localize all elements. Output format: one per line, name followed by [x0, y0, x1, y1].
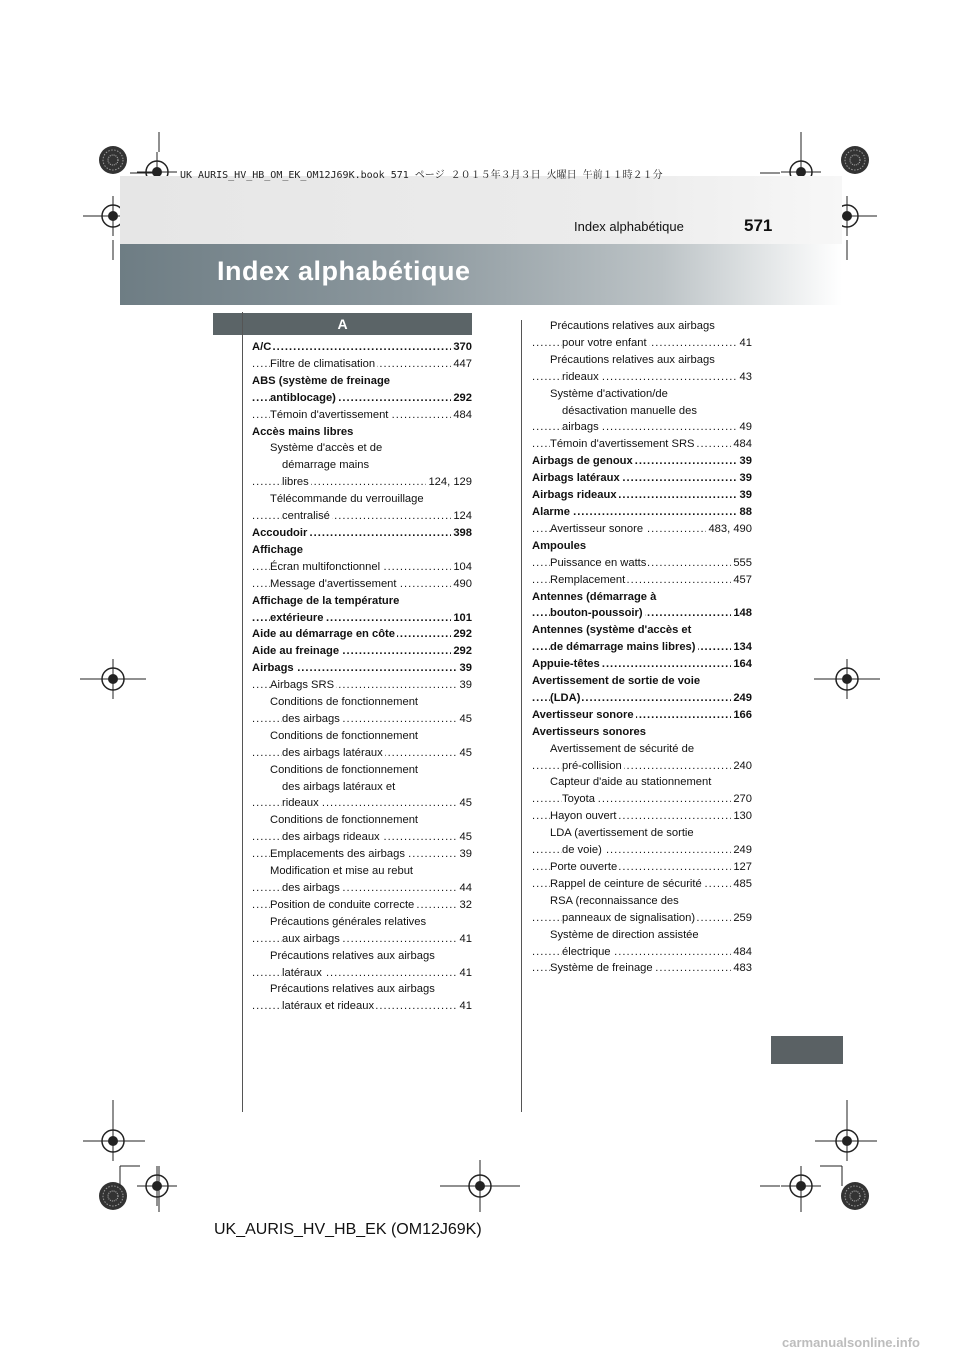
index-entry	[252, 694, 472, 711]
index-column-left	[252, 339, 472, 1015]
watermark: carmanualsonline.info	[782, 1335, 920, 1350]
index-entry	[252, 576, 472, 593]
index-entry	[252, 863, 472, 880]
index-entry	[532, 572, 752, 589]
index-entry-term: des airbags rideaux	[282, 831, 380, 844]
index-entry	[252, 643, 472, 660]
index-entry	[532, 960, 752, 977]
index-entry-page: 45	[458, 711, 472, 728]
index-entry-term: Précautions relatives aux airbags	[550, 353, 715, 366]
index-entry-term: bouton-poussoir)	[550, 607, 643, 620]
index-entry-term: Affichage	[252, 543, 303, 556]
index-entry-page: 45	[458, 745, 472, 762]
index-entry-page: 484	[731, 944, 752, 961]
index-entry-page: 49	[738, 419, 752, 436]
index-entry	[252, 998, 472, 1015]
index-entry	[532, 859, 752, 876]
index-entry-page: 483	[731, 960, 752, 977]
index-entry-term: des airbags	[282, 712, 340, 725]
index-entry	[252, 745, 472, 762]
index-entry-term: des airbags latéraux et	[282, 780, 396, 793]
index-entry-term: Accoudoir	[252, 526, 308, 539]
index-entry-page: 164	[731, 656, 752, 673]
index-entry-term: Système d'activation/de	[550, 387, 668, 400]
index-entry-term: Télécommande du verrouillage	[270, 493, 424, 506]
index-entry-term: Avertisseurs sonores	[532, 725, 646, 738]
index-entry-page: 43	[738, 369, 752, 386]
index-entry	[532, 538, 752, 555]
index-entry	[532, 758, 752, 775]
index-entry	[252, 660, 472, 677]
header-section-title: Index alphabétique	[574, 219, 684, 234]
index-entry-term: Conditions de fonctionnement	[270, 814, 419, 827]
print-note: UK AURIS_HV_HB_OM_EK_OM12J69K.book 571 ページ ２０１５年３月３日 火曜日 午前１１時２１分	[180, 170, 663, 181]
index-entry-term: Précautions relatives aux airbags	[550, 320, 715, 332]
index-letter-header: A	[213, 313, 472, 335]
index-entry-term: RSA (reconnaissance des	[550, 894, 679, 907]
index-entry-term: Conditions de fonctionnement	[270, 729, 419, 742]
index-entry-page: 39	[458, 677, 472, 694]
index-entry	[252, 424, 472, 441]
index-entry-term: Écran multifonctionnel	[270, 560, 381, 573]
index-entry-page: 41	[458, 931, 472, 948]
index-entry-page: 124	[451, 508, 472, 525]
index-entry-page: 127	[731, 859, 752, 876]
index-entry	[532, 369, 752, 386]
index-entry	[532, 927, 752, 944]
index-entry	[532, 707, 752, 724]
index-entry-term: Accès mains libres	[252, 425, 354, 438]
index-entry-term: désactivation manuelle des	[562, 404, 697, 417]
index-entry-page: 104	[451, 559, 472, 576]
index-entry	[532, 690, 752, 707]
index-entry	[252, 711, 472, 728]
index-entry-page: 259	[731, 910, 752, 927]
index-entry	[532, 436, 752, 453]
index-entry-term: Appuie-têtes	[532, 658, 600, 671]
index-entry	[532, 352, 752, 369]
index-entry-term: Remplacement	[550, 573, 626, 586]
index-entry-page: 447	[451, 356, 472, 373]
index-entry	[532, 893, 752, 910]
index-entry-term: Conditions de fonctionnement	[270, 763, 419, 776]
index-entry-page: 484	[451, 407, 472, 424]
index-entry	[252, 677, 472, 694]
index-entry-page: 101	[451, 610, 472, 627]
index-entry-term: panneaux de signalisation)	[562, 911, 696, 924]
index-entry-term: (LDA)	[550, 691, 581, 704]
index-entry-term: Précautions relatives aux airbags	[270, 983, 435, 996]
index-entry	[252, 542, 472, 559]
index-entry-page: 39	[458, 660, 472, 677]
index-entry-term: rideaux	[282, 797, 319, 810]
index-entry-term: Antennes (système d'accès et	[532, 624, 692, 637]
index-entry-term: airbags	[562, 421, 599, 434]
index-entry-term: ABS (système de freinage	[252, 374, 391, 387]
index-entry	[532, 791, 752, 808]
index-entry-page: 41	[458, 965, 472, 982]
index-entry	[252, 897, 472, 914]
index-entry	[532, 504, 752, 521]
index-entry	[532, 724, 752, 741]
index-entry	[252, 829, 472, 846]
index-entry-term: Système de direction assistée	[550, 928, 699, 941]
index-entry	[532, 774, 752, 791]
index-entry-term: Position de conduite correcte	[270, 898, 415, 911]
index-entry-term: extérieure	[270, 611, 324, 624]
index-entry	[532, 876, 752, 893]
dial-mark-icon	[841, 146, 869, 174]
index-entry-term: Porte ouverte	[550, 861, 618, 873]
index-entry-term: latéraux et rideaux	[282, 1000, 375, 1013]
index-entry-term: de démarrage mains libres)	[550, 641, 696, 654]
index-entry-page: 370	[451, 339, 472, 356]
index-entry-page: 44	[458, 880, 472, 897]
index-entry	[252, 728, 472, 745]
index-entry-page: 124, 129	[426, 474, 472, 491]
index-entry-term: des airbags	[282, 882, 340, 894]
thumb-index-tab	[771, 1036, 843, 1064]
index-entry	[532, 639, 752, 656]
footer-manual-code: UK_AURIS_HV_HB_EK (OM12J69K)	[214, 1221, 482, 1238]
index-entry	[252, 914, 472, 931]
index-entry-term: Airbags de genoux	[532, 455, 633, 468]
index-entry	[252, 948, 472, 965]
index-entry-term: Conditions de fonctionnement	[270, 696, 419, 709]
index-entry-page: 41	[458, 998, 472, 1015]
index-entry-term: antiblocage)	[270, 391, 336, 404]
index-entry-page: 166	[731, 707, 752, 724]
index-entry-term: LDA (avertissement de sortie	[550, 827, 694, 840]
index-entry-term: Rappel de ceinture de sécurité	[550, 877, 702, 890]
index-entry-term: Système de freinage	[550, 962, 653, 975]
index-entry-term: aux airbags	[282, 932, 340, 945]
index-entry-term: Hayon ouvert	[550, 810, 617, 823]
index-entry-term: Antennes (démarrage à	[532, 590, 657, 603]
index-entry	[252, 559, 472, 576]
index-entry	[532, 741, 752, 758]
index-entry	[532, 419, 752, 436]
index-entry-term: Capteur d'aide au stationnement	[550, 776, 712, 789]
index-entry-page: 39	[458, 846, 472, 863]
index-entry-term: Message d'avertissement	[270, 577, 397, 590]
index-entry-term: de voie)	[562, 844, 602, 857]
index-entry	[252, 407, 472, 424]
index-entry-page: 485	[731, 876, 752, 893]
index-entry-term: Aide au freinage	[252, 645, 340, 658]
index-entry	[252, 356, 472, 373]
index-entry-term: libres	[282, 476, 309, 489]
index-entry-page: 457	[731, 572, 752, 589]
index-entry-page: 41	[738, 335, 752, 352]
index-entry-term: démarrage mains	[282, 459, 370, 472]
dial-mark-icon	[841, 1182, 869, 1210]
index-entry-page: 490	[451, 576, 472, 593]
index-entry-page: 88	[738, 504, 752, 521]
index-entry-term: Ampoules	[532, 539, 587, 552]
index-entry-term: Alarme	[532, 505, 570, 518]
header-band	[120, 176, 842, 244]
index-entry	[532, 808, 752, 825]
index-entry-page: 483, 490	[706, 521, 752, 538]
index-entry-term: Airbags latéraux	[532, 472, 620, 485]
index-entry-page: 39	[738, 470, 752, 487]
index-entry	[532, 453, 752, 470]
index-entry	[252, 457, 472, 474]
index-entry-term: Emplacements des airbags	[270, 848, 405, 861]
index-entry	[252, 762, 472, 779]
index-entry	[252, 593, 472, 610]
index-entry-page: 39	[738, 487, 752, 504]
index-entry	[252, 390, 472, 407]
index-entry-term: Système d'accès et de	[270, 442, 383, 455]
index-entry-term: électrique	[562, 945, 611, 958]
index-entry	[532, 622, 752, 639]
index-entry-page: 45	[458, 829, 472, 846]
page-title: Index alphabétique	[217, 256, 471, 286]
index-entry	[532, 386, 752, 403]
index-entry-term: Précautions générales relatives	[270, 915, 427, 928]
index-entry-term: A/C	[252, 341, 272, 353]
index-entry	[532, 470, 752, 487]
index-entry	[532, 656, 752, 673]
index-entry-term: Avertissement de sortie de voie	[532, 675, 701, 688]
index-entry-term: Airbags rideaux	[532, 489, 617, 502]
index-entry-term: Airbags	[252, 662, 294, 675]
index-entry-page: 292	[451, 626, 472, 643]
index-entry	[252, 981, 472, 998]
index-entry	[252, 795, 472, 812]
index-entry	[252, 846, 472, 863]
dial-mark-icon	[99, 1182, 127, 1210]
index-entry	[252, 880, 472, 897]
index-entry	[252, 965, 472, 982]
index-entry-term: Précautions relatives aux airbags	[270, 949, 435, 962]
index-entry	[532, 555, 752, 572]
index-entry	[532, 944, 752, 961]
index-entry-page: 398	[451, 525, 472, 542]
index-entry-page: 249	[731, 842, 752, 859]
index-entry-page: 148	[731, 605, 752, 622]
index-entry	[252, 779, 472, 796]
page-number: 571	[744, 216, 773, 235]
index-entry-term: Affichage de la température	[252, 594, 400, 607]
index-entry-term: Avertissement de sécurité de	[550, 742, 695, 755]
index-entry-term: Filtre de climatisation	[270, 357, 376, 370]
index-entry-page: 32	[458, 897, 472, 914]
index-entry-term: rideaux	[562, 370, 599, 383]
index-entry-term: Avertisseur sonore	[550, 522, 644, 535]
index-entry-page: 292	[451, 643, 472, 660]
index-entry-page: 270	[731, 791, 752, 808]
index-entry	[252, 610, 472, 627]
index-entry	[532, 673, 752, 690]
index-entry	[532, 487, 752, 504]
index-entry	[532, 589, 752, 606]
index-entry	[532, 605, 752, 622]
index-entry	[532, 842, 752, 859]
index-entry-term: pré-collision	[562, 759, 622, 772]
index-entry	[252, 474, 472, 491]
index-entry-term: Aide au démarrage en côte	[252, 628, 396, 641]
index-entry-page: 45	[458, 795, 472, 812]
index-entry-page: 484	[731, 436, 752, 453]
index-entry	[252, 525, 472, 542]
index-entry-term: centralisé	[282, 510, 330, 523]
index-entry-term: Toyota	[562, 793, 595, 806]
index-entry	[532, 825, 752, 842]
index-entry	[252, 373, 472, 390]
index-entry	[252, 812, 472, 829]
column-divider-left	[242, 312, 243, 1112]
index-entry-page: 292	[451, 390, 472, 407]
index-entry-page: 39	[738, 453, 752, 470]
index-entry	[252, 931, 472, 948]
index-entry-term: Puissance en watts	[550, 556, 647, 569]
dial-mark-icon	[99, 146, 127, 174]
column-divider-right	[521, 320, 522, 1112]
index-entry-term: Témoin d'avertissement SRS	[550, 438, 695, 451]
index-entry-term: Modification et mise au rebut	[270, 865, 414, 878]
index-entry-term: Airbags SRS	[270, 679, 335, 692]
index-entry-page: 555	[731, 555, 752, 572]
index-entry-page: 134	[731, 639, 752, 656]
index-column-right	[532, 318, 752, 977]
index-entry	[532, 318, 752, 335]
index-entry-page: 240	[731, 758, 752, 775]
index-entry	[532, 335, 752, 352]
index-entry	[252, 440, 472, 457]
index-entry-term: Avertisseur sonore	[532, 708, 634, 721]
index-entry	[532, 910, 752, 927]
index-entry	[252, 626, 472, 643]
index-entry-term: des airbags latéraux	[282, 746, 383, 759]
crosshair-icon	[137, 1166, 177, 1206]
index-entry	[252, 508, 472, 525]
index-entry-page: 249	[731, 690, 752, 707]
index-entry-term: pour votre enfant	[562, 336, 647, 349]
index-entry	[252, 339, 472, 356]
index-entry	[532, 521, 752, 538]
index-entry	[532, 403, 752, 420]
index-entry	[252, 491, 472, 508]
index-entry-term: latéraux	[282, 966, 322, 979]
index-entry-page: 130	[731, 808, 752, 825]
index-entry-term: Témoin d'avertissement	[270, 408, 389, 421]
